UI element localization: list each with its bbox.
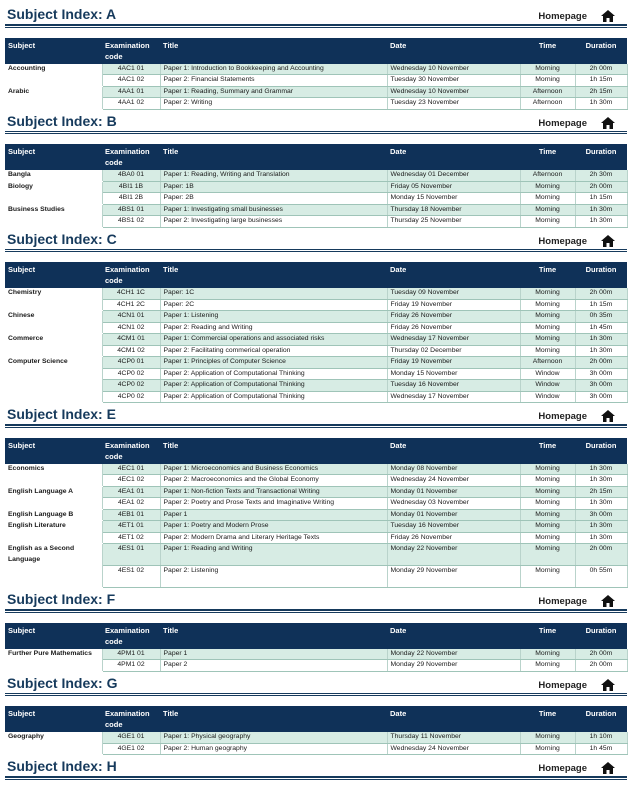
home-icon[interactable] bbox=[601, 234, 615, 246]
cell-title: Paper 2 bbox=[160, 660, 387, 672]
column-header-subject: Subject bbox=[5, 262, 102, 288]
table-row bbox=[5, 170, 627, 181]
section-header bbox=[5, 110, 627, 134]
cell-title: Paper 1: Reading, Summary and Grammar bbox=[160, 86, 387, 98]
subject-name: English as a Second Language bbox=[5, 544, 102, 588]
table-row bbox=[5, 334, 627, 346]
table-header bbox=[5, 706, 627, 732]
cell-title: Paper 1: Principles of Computer Science bbox=[160, 357, 387, 369]
cell-code: 4EA1 01 bbox=[102, 486, 160, 498]
cell-code: 4CP0 02 bbox=[102, 391, 160, 403]
cell-code: 4GE1 02 bbox=[102, 743, 160, 755]
cell-code: 4EC1 01 bbox=[102, 464, 160, 475]
table-row bbox=[5, 181, 627, 193]
table-row bbox=[5, 544, 627, 566]
column-header-subject: Subject bbox=[5, 706, 102, 732]
column-header-time: Time bbox=[520, 623, 575, 649]
cell-time: Morning bbox=[520, 204, 575, 216]
cell-duration: 1h 15m bbox=[575, 299, 627, 311]
cell-title: Paper 2: Application of Computational Thinking bbox=[160, 391, 387, 403]
column-header-subject: Subject bbox=[5, 438, 102, 464]
subject-name: Chemistry bbox=[5, 288, 102, 311]
cell-time: Morning bbox=[520, 521, 575, 533]
column-header-time: Time bbox=[520, 262, 575, 288]
home-icon[interactable] bbox=[601, 678, 615, 690]
cell-date: Monday 22 November bbox=[387, 649, 520, 660]
subject-section bbox=[5, 110, 627, 228]
cell-time: Morning bbox=[520, 660, 575, 672]
column-header-subject: Subject bbox=[5, 623, 102, 649]
cell-time: Morning bbox=[520, 216, 575, 228]
cell-time: Morning bbox=[520, 732, 575, 743]
column-header-date: Date bbox=[387, 262, 520, 288]
cell-duration: 3h 00m bbox=[575, 380, 627, 392]
cell-time: Morning bbox=[520, 299, 575, 311]
table-header bbox=[5, 262, 627, 288]
subject-section bbox=[5, 672, 627, 756]
cell-duration: 2h 00m bbox=[575, 544, 627, 566]
subject-section bbox=[5, 403, 627, 588]
subject-name: Biology bbox=[5, 181, 102, 204]
table-row bbox=[5, 357, 627, 369]
cell-date: Wednesday 01 December bbox=[387, 170, 520, 181]
cell-date: Monday 15 November bbox=[387, 368, 520, 380]
column-header-title: Title bbox=[160, 623, 387, 649]
column-header-time: Time bbox=[520, 144, 575, 170]
cell-date: Friday 26 November bbox=[387, 532, 520, 544]
cell-duration: 0h 35m bbox=[575, 311, 627, 323]
column-header-title: Title bbox=[160, 438, 387, 464]
cell-time: Morning bbox=[520, 649, 575, 660]
cell-title: Paper 1: Reading, Writing and Translation bbox=[160, 170, 387, 181]
column-header-duration: Duration bbox=[575, 144, 627, 170]
cell-title: Paper 1: Poetry and Modern Prose bbox=[160, 521, 387, 533]
column-header-code: Examination code bbox=[102, 438, 160, 464]
column-header-title: Title bbox=[160, 706, 387, 732]
cell-time: Morning bbox=[520, 334, 575, 346]
cell-title: Paper 2: Poetry and Prose Texts and Imaginative Writing bbox=[160, 498, 387, 510]
cell-duration: 2h 00m bbox=[575, 357, 627, 369]
cell-code: 4AA1 02 bbox=[102, 98, 160, 110]
cell-code: 4AA1 01 bbox=[102, 86, 160, 98]
cell-date: Monday 01 November bbox=[387, 509, 520, 521]
homepage-link[interactable]: Homepage bbox=[538, 11, 587, 22]
cell-duration: 3h 00m bbox=[575, 391, 627, 403]
table-row bbox=[5, 464, 627, 475]
cell-date: Wednesday 17 November bbox=[387, 334, 520, 346]
subject-index-page bbox=[5, 3, 627, 790]
section-title: Subject Index: A bbox=[7, 6, 117, 22]
cell-date: Wednesday 17 November bbox=[387, 391, 520, 403]
cell-time: Window bbox=[520, 380, 575, 392]
cell-title: Paper: 2B bbox=[160, 193, 387, 205]
cell-time: Morning bbox=[520, 544, 575, 566]
exam-table bbox=[5, 38, 628, 110]
cell-date: Friday 26 November bbox=[387, 322, 520, 334]
cell-code: 4BS1 02 bbox=[102, 216, 160, 228]
cell-title: Paper 2: Reading and Writing bbox=[160, 322, 387, 334]
table-row bbox=[5, 64, 627, 75]
subject-name: Further Pure Mathematics bbox=[5, 649, 102, 672]
cell-date: Monday 29 November bbox=[387, 660, 520, 672]
cell-date: Wednesday 10 November bbox=[387, 86, 520, 98]
cell-duration: 2h 00m bbox=[575, 288, 627, 299]
cell-date: Monday 15 November bbox=[387, 193, 520, 205]
cell-date: Monday 22 November bbox=[387, 544, 520, 566]
cell-duration: 2h 30m bbox=[575, 170, 627, 181]
cell-title: Paper 2: Writing bbox=[160, 98, 387, 110]
table-row bbox=[5, 521, 627, 533]
cell-code: 4CH1 1C bbox=[102, 288, 160, 299]
cell-duration: 0h 55m bbox=[575, 566, 627, 588]
cell-time: Afternoon bbox=[520, 357, 575, 369]
section-header bbox=[5, 755, 627, 779]
table-row bbox=[5, 649, 627, 660]
cell-code: 4PM1 01 bbox=[102, 649, 160, 660]
exam-table bbox=[5, 706, 628, 755]
cell-code: 4CH1 2C bbox=[102, 299, 160, 311]
section-header bbox=[5, 3, 627, 27]
column-header-subject: Subject bbox=[5, 144, 102, 170]
table-row bbox=[5, 288, 627, 299]
cell-title: Paper 2: Macroeconomics and the Global Economy bbox=[160, 475, 387, 487]
cell-date: Friday 26 November bbox=[387, 311, 520, 323]
cell-code: 4ES1 01 bbox=[102, 544, 160, 566]
subject-name: Bangla bbox=[5, 170, 102, 181]
home-icon[interactable] bbox=[601, 116, 615, 128]
column-header-duration: Duration bbox=[575, 706, 627, 732]
table-header bbox=[5, 438, 627, 464]
cell-title: Paper 1: Physical geography bbox=[160, 732, 387, 743]
homepage-link[interactable]: Homepage bbox=[538, 763, 587, 774]
cell-date: Monday 08 November bbox=[387, 464, 520, 475]
subject-name: Arabic bbox=[5, 86, 102, 109]
cell-date: Wednesday 24 November bbox=[387, 743, 520, 755]
column-header-date: Date bbox=[387, 623, 520, 649]
section-title: Subject Index: E bbox=[7, 406, 116, 422]
cell-date: Tuesday 23 November bbox=[387, 98, 520, 110]
section-header bbox=[5, 588, 627, 612]
cell-date: Thursday 02 December bbox=[387, 345, 520, 357]
cell-date: Tuesday 30 November bbox=[387, 75, 520, 87]
column-header-time: Time bbox=[520, 438, 575, 464]
subject-section bbox=[5, 228, 627, 404]
table-row bbox=[5, 486, 627, 498]
cell-code: 4ET1 02 bbox=[102, 532, 160, 544]
cell-code: 4ET1 01 bbox=[102, 521, 160, 533]
cell-time: Window bbox=[520, 391, 575, 403]
cell-code: 4CM1 02 bbox=[102, 345, 160, 357]
table-row bbox=[5, 86, 627, 98]
cell-time: Morning bbox=[520, 743, 575, 755]
cell-title: Paper 1: Listening bbox=[160, 311, 387, 323]
column-header-title: Title bbox=[160, 262, 387, 288]
cell-time: Window bbox=[520, 368, 575, 380]
cell-time: Morning bbox=[520, 486, 575, 498]
table-header bbox=[5, 623, 627, 649]
cell-duration: 1h 10m bbox=[575, 732, 627, 743]
cell-time: Morning bbox=[520, 193, 575, 205]
cell-code: 4PM1 02 bbox=[102, 660, 160, 672]
cell-duration: 2h 00m bbox=[575, 64, 627, 75]
section-title: Subject Index: G bbox=[7, 674, 118, 691]
cell-code: 4AC1 01 bbox=[102, 64, 160, 75]
cell-duration: 1h 30m bbox=[575, 345, 627, 357]
cell-code: 4ES1 02 bbox=[102, 566, 160, 588]
cell-date: Wednesday 24 November bbox=[387, 475, 520, 487]
section-header bbox=[5, 672, 627, 696]
section-title: Subject Index: B bbox=[7, 112, 117, 129]
cell-title: Paper 2: Financial Statements bbox=[160, 75, 387, 87]
cell-title: Paper 1: Reading and Writing bbox=[160, 544, 387, 566]
cell-code: 4AC1 02 bbox=[102, 75, 160, 87]
subject-name: Accounting bbox=[5, 64, 102, 87]
cell-code: 4CP0 01 bbox=[102, 357, 160, 369]
cell-code: 4BI1 1B bbox=[102, 181, 160, 193]
cell-date: Monday 01 November bbox=[387, 486, 520, 498]
homepage-link[interactable]: Homepage bbox=[538, 679, 587, 691]
cell-code: 4CP0 02 bbox=[102, 368, 160, 380]
cell-duration: 2h 00m bbox=[575, 660, 627, 672]
cell-date: Tuesday 16 November bbox=[387, 521, 520, 533]
cell-code: 4BS1 01 bbox=[102, 204, 160, 216]
column-header-time: Time bbox=[520, 706, 575, 732]
cell-title: Paper 1: Investigating small businesses bbox=[160, 204, 387, 216]
column-header-time: Time bbox=[520, 38, 575, 64]
cell-title: Paper 2: Human geography bbox=[160, 743, 387, 755]
table-row bbox=[5, 732, 627, 743]
cell-duration: 1h 30m bbox=[575, 334, 627, 346]
homepage-link[interactable]: Homepage bbox=[538, 596, 587, 607]
home-icon[interactable] bbox=[601, 409, 615, 421]
column-header-code: Examination code bbox=[102, 262, 160, 288]
cell-time: Afternoon bbox=[520, 170, 575, 181]
cell-duration: 1h 30m bbox=[575, 98, 627, 110]
subject-name: Geography bbox=[5, 732, 102, 755]
cell-date: Monday 29 November bbox=[387, 566, 520, 588]
cell-title: Paper 1: Microeconomics and Business Economics bbox=[160, 464, 387, 475]
cell-title: Paper 1: Commercial operations and associated risks bbox=[160, 334, 387, 346]
column-header-date: Date bbox=[387, 706, 520, 732]
home-icon[interactable] bbox=[601, 761, 615, 773]
homepage-link[interactable]: Homepage bbox=[538, 117, 587, 129]
cell-duration: 1h 45m bbox=[575, 322, 627, 334]
cell-date: Thursday 11 November bbox=[387, 732, 520, 743]
subject-section bbox=[5, 588, 627, 672]
column-header-date: Date bbox=[387, 38, 520, 64]
cell-time: Morning bbox=[520, 532, 575, 544]
column-header-title: Title bbox=[160, 38, 387, 64]
cell-duration: 1h 30m bbox=[575, 498, 627, 510]
cell-duration: 1h 30m bbox=[575, 475, 627, 487]
table-header bbox=[5, 38, 627, 64]
cell-duration: 1h 15m bbox=[575, 75, 627, 87]
cell-title: Paper 1: Non-fiction Texts and Transactional Writing bbox=[160, 486, 387, 498]
cell-title: Paper 2: Facilitating commerical operation bbox=[160, 345, 387, 357]
table-header bbox=[5, 144, 627, 170]
exam-table bbox=[5, 262, 628, 403]
table-row bbox=[5, 311, 627, 323]
cell-code: 4EB1 01 bbox=[102, 509, 160, 521]
section-title: Subject Index: F bbox=[7, 591, 116, 607]
cell-duration: 3h 00m bbox=[575, 368, 627, 380]
subject-name: Business Studies bbox=[5, 204, 102, 227]
cell-duration: 1h 30m bbox=[575, 216, 627, 228]
cell-date: Thursday 18 November bbox=[387, 204, 520, 216]
homepage-link[interactable]: Homepage bbox=[538, 235, 587, 247]
cell-title: Paper 2: Modern Drama and Literary Heritage Texts bbox=[160, 532, 387, 544]
column-header-duration: Duration bbox=[575, 623, 627, 649]
subject-name: English Language B bbox=[5, 509, 102, 521]
cell-time: Morning bbox=[520, 345, 575, 357]
cell-duration: 2h 15m bbox=[575, 86, 627, 98]
cell-date: Friday 19 November bbox=[387, 299, 520, 311]
column-header-code: Examination code bbox=[102, 706, 160, 732]
cell-code: 4BA0 01 bbox=[102, 170, 160, 181]
cell-date: Friday 19 November bbox=[387, 357, 520, 369]
exam-table bbox=[5, 144, 628, 228]
cell-code: 4CP0 02 bbox=[102, 380, 160, 392]
column-header-duration: Duration bbox=[575, 38, 627, 64]
home-icon[interactable] bbox=[601, 594, 615, 606]
cell-duration: 1h 15m bbox=[575, 193, 627, 205]
cell-time: Morning bbox=[520, 288, 575, 299]
cell-code: 4CM1 01 bbox=[102, 334, 160, 346]
column-header-title: Title bbox=[160, 144, 387, 170]
cell-duration: 1h 30m bbox=[575, 521, 627, 533]
cell-code: 4EA1 02 bbox=[102, 498, 160, 510]
column-header-date: Date bbox=[387, 144, 520, 170]
cell-duration: 2h 00m bbox=[575, 181, 627, 193]
cell-code: 4BI1 2B bbox=[102, 193, 160, 205]
cell-date: Tuesday 09 November bbox=[387, 288, 520, 299]
cell-title: Paper 2: Listening bbox=[160, 566, 387, 588]
cell-date: Thursday 25 November bbox=[387, 216, 520, 228]
subject-name: Chinese bbox=[5, 311, 102, 334]
cell-time: Morning bbox=[520, 75, 575, 87]
cell-time: Afternoon bbox=[520, 86, 575, 98]
cell-time: Afternoon bbox=[520, 98, 575, 110]
cell-time: Morning bbox=[520, 181, 575, 193]
exam-table bbox=[5, 438, 628, 589]
cell-code: 4EC1 02 bbox=[102, 475, 160, 487]
cell-duration: 1h 30m bbox=[575, 204, 627, 216]
cell-title: Paper: 1C bbox=[160, 288, 387, 299]
column-header-code: Examination code bbox=[102, 38, 160, 64]
section-header bbox=[5, 228, 627, 252]
exam-table bbox=[5, 623, 628, 672]
column-header-duration: Duration bbox=[575, 262, 627, 288]
cell-time: Morning bbox=[520, 311, 575, 323]
column-header-code: Examination code bbox=[102, 623, 160, 649]
cell-date: Tuesday 16 November bbox=[387, 380, 520, 392]
home-icon[interactable] bbox=[601, 9, 615, 21]
subject-section bbox=[5, 3, 627, 110]
homepage-link[interactable]: Homepage bbox=[538, 411, 587, 422]
cell-title: Paper 2: Application of Computational Thinking bbox=[160, 380, 387, 392]
cell-date: Wednesday 10 November bbox=[387, 64, 520, 75]
section-title: Subject Index: H bbox=[7, 758, 117, 774]
subject-name: English Literature bbox=[5, 521, 102, 544]
cell-time: Morning bbox=[520, 566, 575, 588]
cell-date: Wednesday 03 November bbox=[387, 498, 520, 510]
subject-name: Economics bbox=[5, 464, 102, 487]
column-header-subject: Subject bbox=[5, 38, 102, 64]
cell-duration: 2h 00m bbox=[575, 649, 627, 660]
cell-duration: 2h 15m bbox=[575, 486, 627, 498]
subject-name: Computer Science bbox=[5, 357, 102, 403]
cell-title: Paper 1 bbox=[160, 509, 387, 521]
table-row bbox=[5, 509, 627, 521]
cell-time: Morning bbox=[520, 498, 575, 510]
cell-time: Morning bbox=[520, 509, 575, 521]
table-row bbox=[5, 204, 627, 216]
cell-title: Paper 2: Investigating large businesses bbox=[160, 216, 387, 228]
cell-time: Morning bbox=[520, 464, 575, 475]
subject-name: English Language A bbox=[5, 486, 102, 509]
cell-duration: 1h 45m bbox=[575, 743, 627, 755]
cell-title: Paper: 1B bbox=[160, 181, 387, 193]
subject-section bbox=[5, 755, 627, 780]
cell-title: Paper 2: Application of Computational Thinking bbox=[160, 368, 387, 380]
cell-time: Morning bbox=[520, 64, 575, 75]
cell-code: 4GE1 01 bbox=[102, 732, 160, 743]
cell-code: 4CN1 02 bbox=[102, 322, 160, 334]
cell-duration: 3h 00m bbox=[575, 509, 627, 521]
section-header bbox=[5, 403, 627, 427]
cell-time: Morning bbox=[520, 322, 575, 334]
cell-title: Paper 1 bbox=[160, 649, 387, 660]
column-header-code: Examination code bbox=[102, 144, 160, 170]
cell-code: 4CN1 01 bbox=[102, 311, 160, 323]
column-header-duration: Duration bbox=[575, 438, 627, 464]
cell-title: Paper: 2C bbox=[160, 299, 387, 311]
cell-duration: 1h 30m bbox=[575, 464, 627, 475]
cell-date: Friday 05 November bbox=[387, 181, 520, 193]
section-title: Subject Index: C bbox=[7, 230, 117, 247]
cell-time: Morning bbox=[520, 475, 575, 487]
cell-title: Paper 1: Introduction to Bookkeeping and Accounting bbox=[160, 64, 387, 75]
cell-duration: 1h 30m bbox=[575, 532, 627, 544]
subject-name: Commerce bbox=[5, 334, 102, 357]
column-header-date: Date bbox=[387, 438, 520, 464]
